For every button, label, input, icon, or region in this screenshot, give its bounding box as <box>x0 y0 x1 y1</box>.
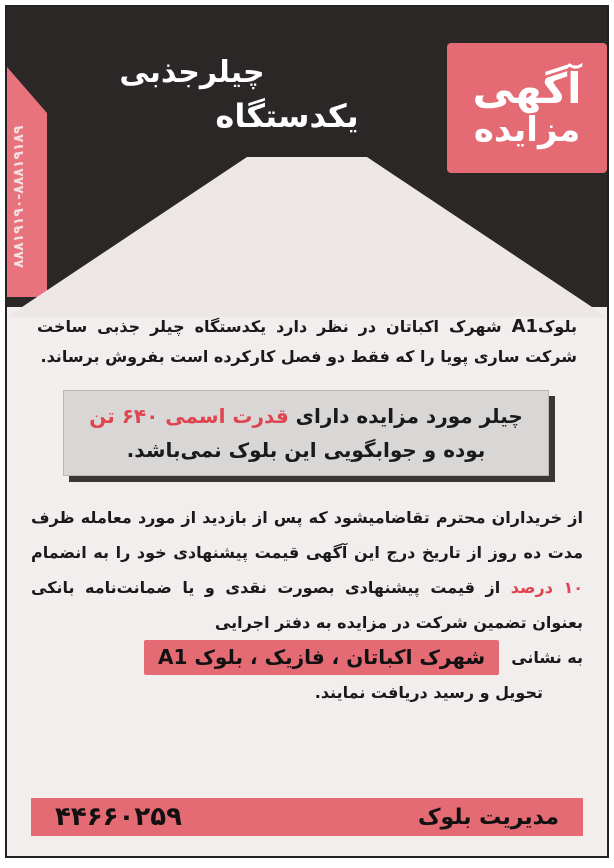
instructions-text-2: از قیمت پیشنهادی بصورت نقدی و یا ضمانت‌نامه بانکی بعنوان تضمین شرکت در مزایده به دفتر اجرایی <box>31 578 583 632</box>
title-one-unit: یکدستگاه <box>215 97 359 135</box>
title-chiller: چیلرجذبی <box>119 55 265 90</box>
intro-paragraph <box>37 312 577 372</box>
intro-a1: A1 <box>511 316 539 337</box>
percent-highlight: ۱۰ درصد <box>510 578 583 597</box>
footer-signature: مدیریت بلوک <box>417 804 559 830</box>
intro-prefix: بلوک <box>538 317 577 336</box>
address-row <box>31 640 583 675</box>
badge-word-auction: مزایده <box>473 110 581 151</box>
box-text-2: بوده و جوابگویی این بلوک نمی‌باشد. <box>126 438 486 462</box>
instructions-paragraph <box>31 500 583 640</box>
closing-line: تحویل و رسید دریافت نمایند. <box>314 683 543 702</box>
address-label: به نشانی <box>511 648 583 667</box>
badge-word-notice: آگهی <box>472 64 582 114</box>
notice-badge <box>447 43 607 173</box>
instructions-text-1: از خریداران محترم تقاضامیشود که پس از بازدید از مورد معامله ظرف مدت ده روز از تاریخ درج این آگهی قیمت پیشنهادی خود را به انضمام <box>31 508 583 562</box>
box-text-1: چیلر مورد مزایده دارای <box>295 404 523 428</box>
advertisement-page <box>5 5 609 858</box>
intro-text: شهرک اکباتان در نظر دارد یکدستگاه چیلر جذبی ساخت شرکت ساری پویا را که فقط دو فصل کارکرده است بفروش برساند. <box>37 317 577 366</box>
side-phone-number: ۸۸۸۱۹۱۹۰-۸۸۸۱۹۱۸۹ <box>11 125 27 269</box>
footer-bar <box>31 798 583 836</box>
capacity-box <box>63 390 549 476</box>
footer-phone: ۴۴۶۶۰۲۵۹ <box>55 802 182 832</box>
address-value: شهرک اکباتان ، فازیک ، بلوک A1 <box>144 640 499 675</box>
body-content <box>7 312 607 710</box>
box-highlight: قدرت اسمی ۶۴۰ تن <box>89 404 289 428</box>
